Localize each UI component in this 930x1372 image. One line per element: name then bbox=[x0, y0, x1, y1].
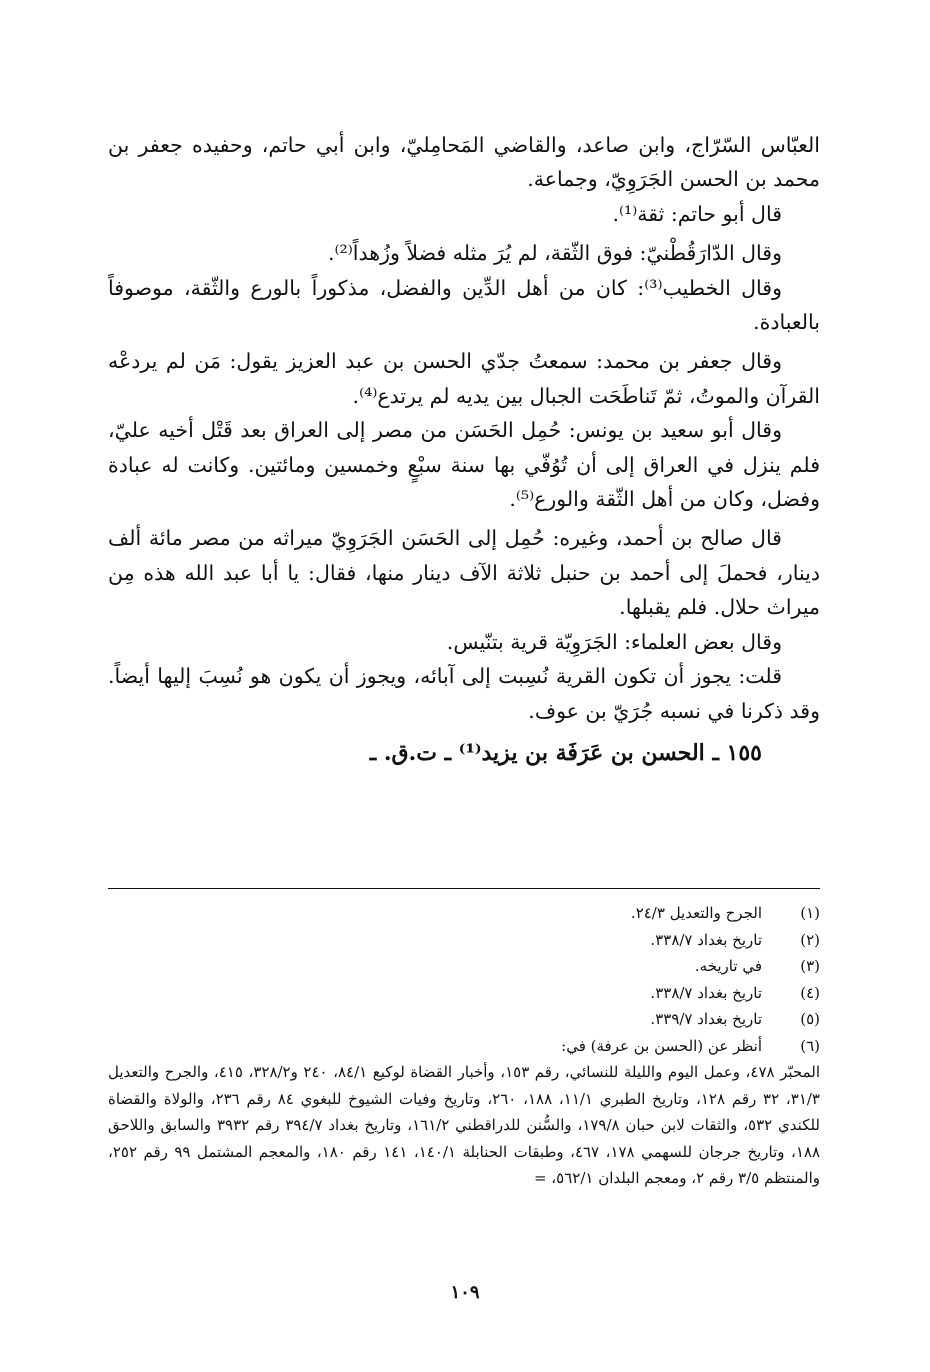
footnote-3 bbox=[108, 953, 820, 980]
footnote-4 bbox=[108, 980, 820, 1007]
main-text bbox=[108, 128, 820, 770]
footnotes bbox=[108, 900, 820, 1192]
footnote-divider bbox=[108, 888, 820, 889]
footnote-number: (٢) bbox=[800, 930, 820, 949]
footnote-number: (٣) bbox=[800, 957, 820, 975]
footnote-text: تاريخ بغداد ٣٣٨/٧. bbox=[650, 930, 762, 949]
footnote-2 bbox=[108, 927, 820, 954]
footnote-text: تاريخ بغداد ٣٣٨/٧. bbox=[650, 983, 762, 1002]
footnote-number: (٥) bbox=[800, 1010, 820, 1028]
paragraph-9: قلت: يجوز أن تكون القرية نُسِبت إلى آبائه، ويجوز أن يكون هو نُسِبَ إليها أيضاً. وقد ذكرنا في نسبه جُرَيّ بن عوف. bbox=[108, 664, 820, 723]
footnote-text: أنظر عن (الحسن بن عرفة) في: bbox=[561, 1036, 762, 1055]
paragraph-6: وقال أبو سعيد بن يونس: حُمِل الحَسَن من مصر إلى العراق بعد قَتْل أخيه عليّ، فلم ينزل في العراق إلى أن تُوُفّي بها سنة سبْعٍ وخمسين ومائتين. وكانت له عبادة وفضل، وكان من أهل الثّقة والورع⁽⁵⁾. bbox=[108, 418, 820, 512]
entry-heading: ١٥٥ ـ الحسن بن عَرَفَة بن يزيد⁽¹⁾ ـ ت.ق. ـ bbox=[369, 739, 762, 766]
footnote-text: في تاريخه. bbox=[694, 957, 762, 975]
footnote-text: الجرح والتعديل ٢٤/٣. bbox=[630, 904, 762, 922]
footnote-text: تاريخ بغداد ٣٣٩/٧. bbox=[650, 1010, 762, 1028]
paragraph-5: وقال جعفر بن محمد: سمعتُ جدّي الحسن بن عبد العزيز يقول: مَن لم يردعْه القرآن والموتُ، ثمّ تَناطَحَت الجبال بين يديه لم يرتدع⁽⁴⁾. bbox=[108, 349, 820, 408]
paragraph-7: قال صالح بن أحمد، وغيره: حُمِل إلى الحَسَن الجَرَوِيّ ميراثه من مصر مائة ألف دينار، فحملَ إلى أحمد بن حنبل ثلاثة الآف دينار منها، فقال: يا أبا عبد الله هذه مِن ميراث حلال. فلم يقبلها. bbox=[108, 526, 820, 620]
footnote-6 bbox=[108, 1033, 820, 1060]
paragraph-1: العبّاس السّرّاج، وابن صاعد، والقاضي المَحامِليّ، وابن أبي حاتم، وحفيده جعفر بن محمد بن الحسن الجَرَوِيّ، وجماعة. bbox=[108, 133, 820, 192]
page-number: ١٠٩ bbox=[450, 1282, 480, 1303]
paragraph-3: وقال الدّارَقُطْنيّ: فوق الثّقة، لم يُرَ مثله فضلاً وزُهداً⁽²⁾. bbox=[327, 241, 782, 266]
paragraph-2: قال أبو حاتم: ثقة⁽¹⁾. bbox=[612, 201, 782, 226]
footnote-number: (٤) bbox=[800, 983, 820, 1002]
footnote-number: (١) bbox=[800, 904, 820, 922]
paragraph-4: وقال الخطيب⁽³⁾: كان من أهل الدِّين والفضل، مذكوراً بالورع والثّقة، موصوفاً بالعبادة. bbox=[108, 275, 820, 335]
footnote-1 bbox=[108, 900, 820, 927]
footnote-6-body: المحبّر ٤٧٨، وعمل اليوم والليلة للنسائي، رقم ١٥٣، وأخبار القضاة لوكيع ٨٤/١، ٢٤٠ و٣٢٨/٢، ٤١٥، والجرح والتعديل ٣١/٣، ٣٢ رقم ١٢٨، وتاريخ الطبري ١١/١، ١٨٨، ٢٦٠، وتاريخ وفيات الشيوخ للبغوي ٨٤ رقم ٢٣٦، والولاة والقضاة للكندي ٥٣٢، والثقات لابن حبان ١٧٩/٨، والسُّنن للدراقطني ١٦١/٢، وتاريخ بغداد ٣٩٤/٧ رقم ٣٩٣٢ والسابق واللاحق ١٨٨، وتاريخ جرجان للسهمي ١٧٨، ٤٦٧، وطبقات الحنابلة ١٤٠/١، ١٤١ رقم ١٨٠، والمعجم المشتمل ٩٩ رقم ٢٥٢، والمنتظم ٣/٥ رقم ٢، ومعجم البلدان ٥٦٢/١، = bbox=[108, 1063, 821, 1187]
footnote-5 bbox=[108, 1006, 820, 1033]
paragraph-8: وقال بعض العلماء: الجَرَوِيّة قرية بتنّيس. bbox=[446, 629, 782, 654]
footnote-number: (٦) bbox=[800, 1036, 820, 1055]
